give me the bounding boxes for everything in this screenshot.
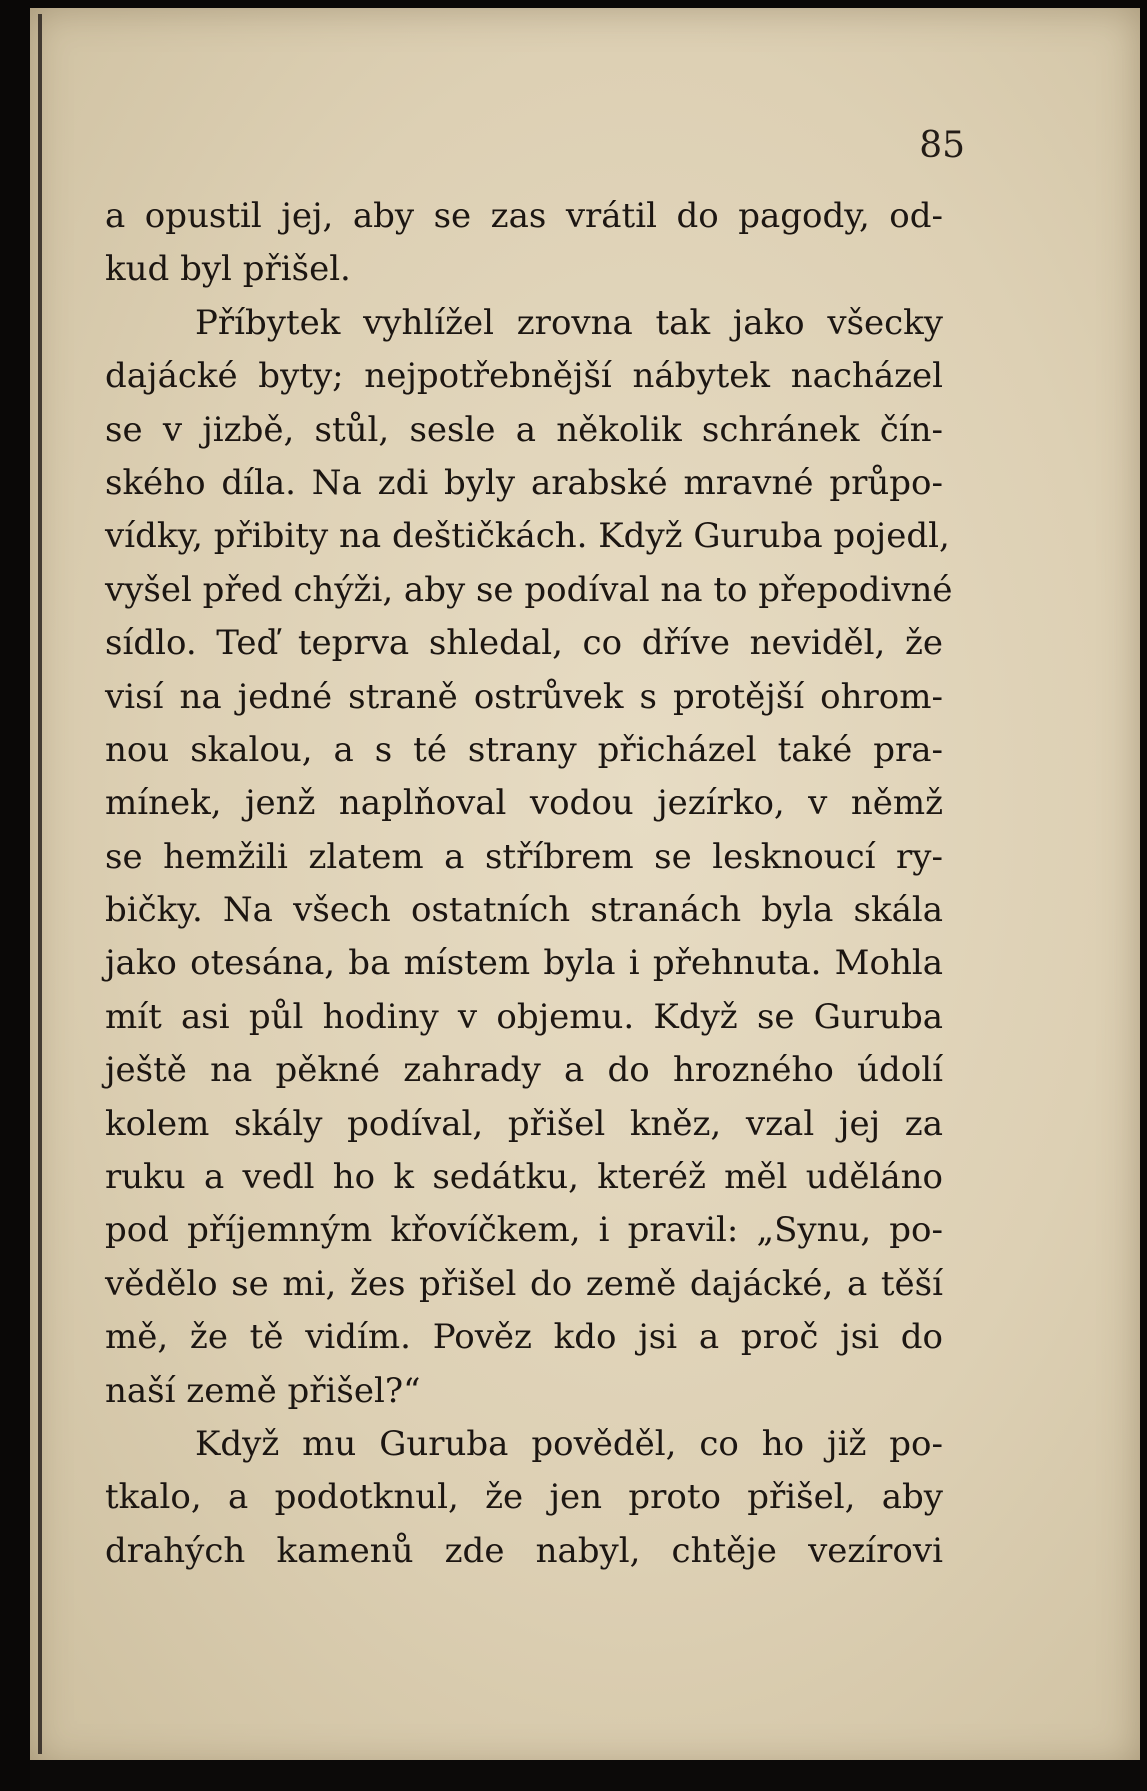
text-line: Příbytek vyhlížel zrovna tak jako všecky: [195, 302, 943, 343]
text-line: sídlo. Teď teprva shledal, co dříve neviděl, že: [105, 623, 943, 664]
text-line: drahých kamenů zde nabyl, chtěje vezírovi: [105, 1530, 943, 1571]
text-line: kolem skály podíval, přišel kněz, vzal jej za: [105, 1103, 943, 1144]
text-line: se hemžili zlatem a stříbrem se lesknoucí ry-: [105, 836, 943, 877]
body-text: [105, 190, 953, 1578]
text-line: tkalo, a podotknul, že jen proto přišel, aby: [105, 1477, 943, 1518]
text-line: vyšel před chýži, aby se podíval na to přepodivné: [105, 569, 953, 610]
text-line: dajácké byty; nejpotřebnější nábytek nacházel: [105, 356, 943, 397]
text-line: kud byl přišel.: [105, 249, 351, 290]
text-line: nou skalou, a s té strany přicházel také pra-: [105, 729, 943, 770]
text-line: ského díla. Na zdi byly arabské mravné průpo-: [105, 462, 943, 503]
page-gutter-edge: [38, 14, 42, 1754]
text-line: bičky. Na všech ostatních stranách byla skála: [105, 890, 943, 931]
scan-bottom-edge: [30, 1760, 1147, 1791]
page-number: 85: [919, 125, 965, 166]
text-line: pod příjemným křovíčkem, i pravil: „Synu, po-: [105, 1210, 943, 1251]
text-line: mě, že tě vidím. Pověz kdo jsi a proč jsi do: [105, 1317, 943, 1358]
text-line: se v jizbě, stůl, sesle a několik schránek čín-: [105, 409, 943, 450]
text-line: ruku a vedl ho k sedátku, kteréž měl uděláno: [105, 1157, 943, 1198]
text-line: Když mu Guruba pověděl, co ho již po-: [195, 1423, 943, 1464]
text-line: mít asi půl hodiny v objemu. Když se Guruba: [105, 996, 943, 1037]
text-line: ještě na pěkné zahrady a do hrozného údolí: [105, 1050, 943, 1091]
text-line: naší země přišel?“: [105, 1370, 421, 1411]
text-line: vídky, přibity na deštičkách. Když Guruba pojedl,: [105, 516, 950, 557]
text-line: mínek, jenž naplňoval vodou jezírko, v němž: [105, 783, 943, 824]
text-line: jako otesána, ba místem byla i přehnuta. Mohla: [105, 943, 943, 984]
text-line: a opustil jej, aby se zas vrátil do pagody, od-: [105, 196, 943, 236]
text-line: vědělo se mi, žes přišel do země dajácké, a těší: [105, 1263, 943, 1304]
text-line: visí na jedné straně ostrůvek s protější ohrom-: [105, 676, 943, 717]
